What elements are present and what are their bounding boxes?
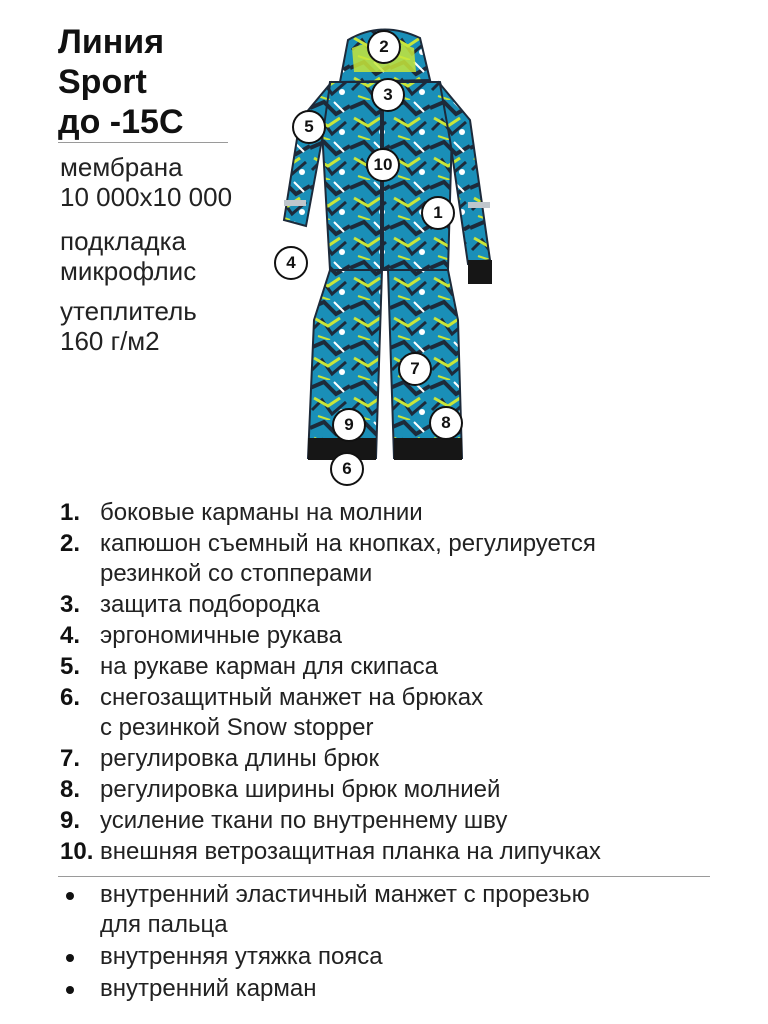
- extra-text: внутренний эластичный манжет с прорезью: [100, 881, 590, 908]
- title-line-3: до -15С: [58, 103, 184, 141]
- callout-1: 1: [421, 196, 455, 230]
- callout-9: 9: [332, 408, 366, 442]
- bullet-icon: [66, 892, 74, 900]
- feature-text: капюшон съемный на кнопках, регулируется: [100, 530, 596, 557]
- feature-item: [60, 775, 720, 805]
- spec-insulation: [60, 296, 290, 356]
- extra-text-continued: для пальца: [100, 911, 228, 938]
- feature-number: 9.: [60, 807, 81, 834]
- feature-text: усиление ткани по внутреннему шву: [100, 807, 508, 834]
- feature-number: 7.: [60, 745, 81, 772]
- feature-text: снегозащитный манжет на брюках: [100, 684, 484, 711]
- feature-item: [60, 498, 720, 528]
- feature-item: [60, 683, 720, 743]
- feature-number: 4.: [60, 622, 81, 649]
- extra-item: [60, 974, 720, 1004]
- spec-insulation-label: утеплитель: [60, 296, 197, 326]
- feature-text: регулировка ширины брюк молнией: [100, 776, 501, 803]
- snowsuit-product-image: [270, 20, 510, 498]
- feature-item: [60, 590, 720, 620]
- title-line-2: Sport: [58, 63, 147, 101]
- extra-item: [60, 880, 720, 940]
- product-line-title: [58, 22, 258, 142]
- list-divider: [58, 876, 710, 877]
- spec-insulation-value: 160 г/м2: [60, 326, 160, 356]
- extra-text: внутренняя утяжка пояса: [100, 943, 383, 970]
- feature-text-continued: резинкой со стопперами: [100, 560, 373, 587]
- spec-lining: [60, 226, 290, 286]
- extra-item: [60, 942, 720, 972]
- spec-membrane-value: 10 000х10 000: [60, 182, 233, 212]
- title-line-1: Линия: [58, 23, 165, 61]
- feature-item: [60, 529, 720, 589]
- spec-lining-value: микрофлис: [60, 256, 197, 286]
- feature-number: 1.: [60, 499, 81, 526]
- title-divider: [58, 142, 228, 143]
- feature-number: 3.: [60, 591, 81, 618]
- feature-item: [60, 621, 720, 651]
- callout-10: 10: [366, 148, 400, 182]
- callout-6: 6: [330, 452, 364, 486]
- spec-membrane: [60, 152, 290, 212]
- feature-text: защита подбородка: [100, 591, 320, 618]
- bullet-icon: [66, 986, 74, 994]
- feature-text: боковые карманы на молнии: [100, 499, 423, 526]
- feature-number: 6.: [60, 684, 81, 711]
- feature-number: 10.: [60, 838, 94, 865]
- feature-item: [60, 837, 720, 867]
- feature-text: на рукаве карман для скипаса: [100, 653, 438, 680]
- feature-text: эргономичные рукава: [100, 622, 342, 649]
- feature-number: 5.: [60, 653, 81, 680]
- bullet-icon: [66, 954, 74, 962]
- extra-text: внутренний карман: [100, 975, 317, 1002]
- feature-number: 8.: [60, 776, 81, 803]
- spec-lining-label: подкладка: [60, 226, 187, 256]
- callout-3: 3: [371, 78, 405, 112]
- extra-feature-list: [60, 880, 720, 1006]
- callout-4: 4: [274, 246, 308, 280]
- feature-number: 2.: [60, 530, 81, 557]
- callout-5: 5: [292, 110, 326, 144]
- feature-item: [60, 652, 720, 682]
- spec-membrane-label: мембрана: [60, 152, 183, 182]
- feature-list: [60, 498, 720, 868]
- callout-2: 2: [367, 30, 401, 64]
- callout-7: 7: [398, 352, 432, 386]
- callout-8: 8: [429, 406, 463, 440]
- feature-text: регулировка длины брюк: [100, 745, 379, 772]
- feature-text: внешняя ветрозащитная планка на липучках: [100, 838, 601, 865]
- feature-item: [60, 744, 720, 774]
- feature-text-continued: с резинкой Snow stopper: [100, 714, 374, 741]
- feature-item: [60, 806, 720, 836]
